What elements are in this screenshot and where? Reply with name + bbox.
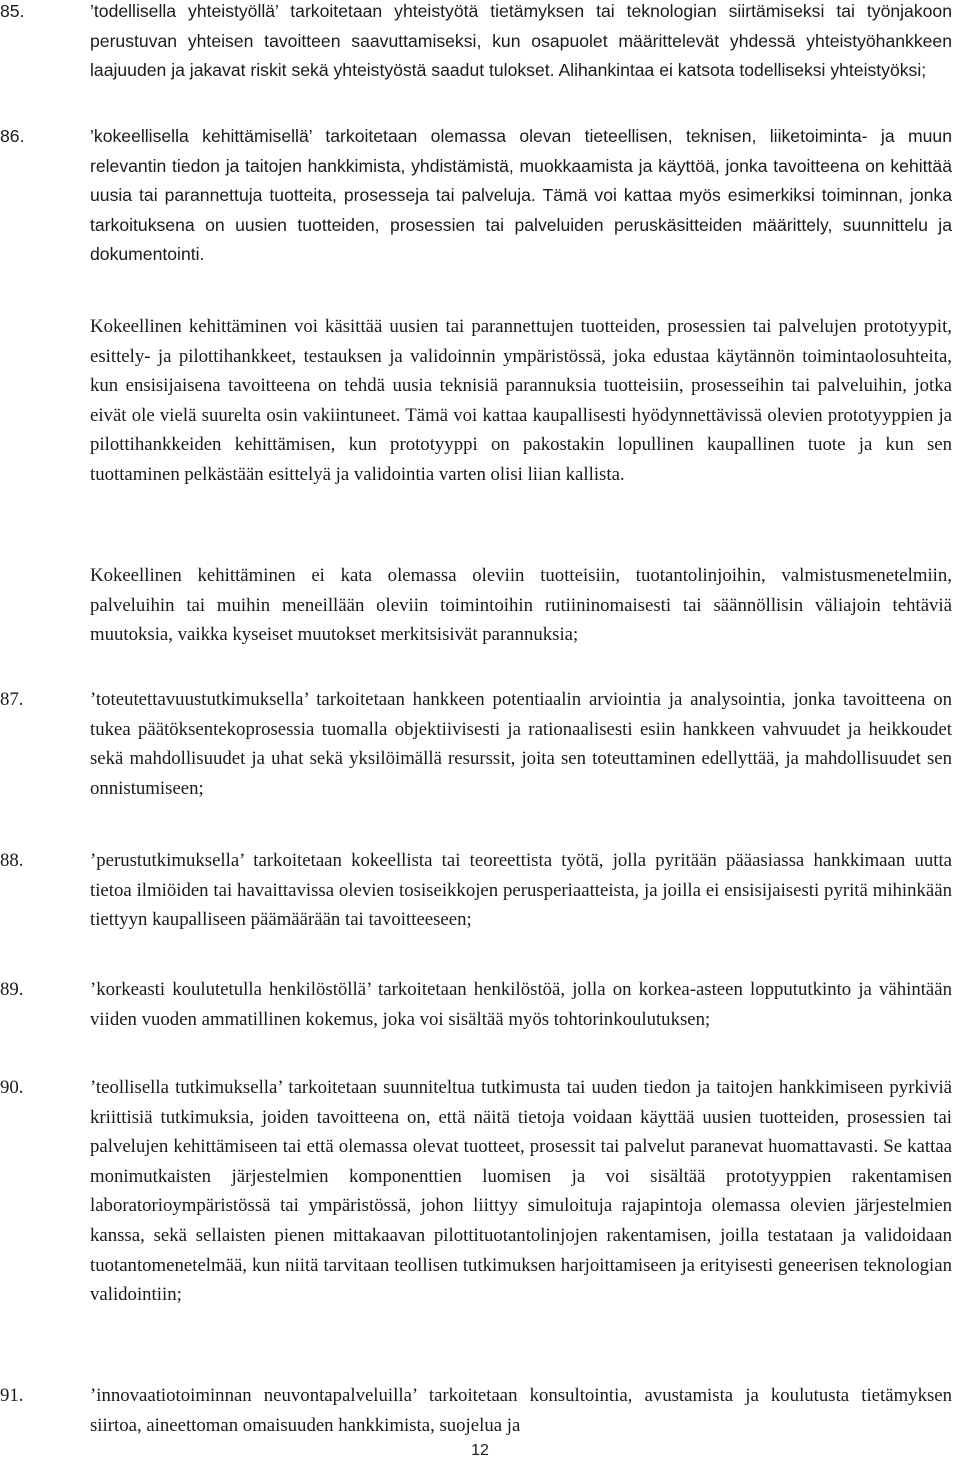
definition-item-87 xyxy=(0,685,952,803)
definition-text: ’innovaatiotoiminnan neuvontapalveluilla’ tarkoitetaan konsultointia, avustamista ja koulutusta tietämyksen siirtoa, aineettoman omaisuuden hankkimista, suojelua ja xyxy=(90,1385,952,1436)
definition-text: ’korkeasti koulutetulla henkilöstöllä’ tarkoitetaan henkilöstöä, jolla on korkea-asteen loppututkinto ja vähintään viiden vuoden ammatillinen kokemus, joka voi sisältää myös tohtorinkoulutuksen; xyxy=(90,979,952,1030)
definition-item-86-paragraph-2 xyxy=(90,312,952,490)
definition-item-91 xyxy=(0,1381,952,1440)
item-number: 87. xyxy=(0,689,24,710)
definition-text: ’toteutettavuustutkimuksella’ tarkoitetaan hankkeen potentiaalin arviointia ja analysointia, jonka tavoitteena on tukea päätöksentekoprosessia tuomalla objektiivisesti ja rationaalisesti esiin hankkeen vahvuudet ja heikkoudet sekä mahdollisuudet ja uhat sekä yksilöimällä resurssit, joita sen toteuttaminen edellyttää, ja mahdollisuudet sen onnistumiseen; xyxy=(90,689,952,799)
definition-text: ’teollisella tutkimuksella’ tarkoitetaan suunniteltua tutkimusta tai uuden tiedon ja taitojen hankkimiseen pyrkiviä kriittisiä tutkimuksia, joiden tavoitteena on, että näitä tietoja voidaan käyttää uusien tuotteiden, prosessien tai palvelujen kehittämiseen tai että olemassa olevat tuotteet, prosessit tai palvelut paranevat huomattavasti. Se kattaa monimutkaisten järjestelmien komponenttien luomisen ja voi sisältää prototyyppien rakentamisen laboratorioympäristössä tai ympäristössä, johon liittyy simuloituja rajapintoja olemassa olevien järjestelmien kanssa, sekä sellaisten pienen mittakaavan pilottituotantolinjojen rakentamisen, joilla testataan ja validoidaan tuotantomenetelmää, kun niitä tarvitaan teollisen tutkimuksen harjoittamiseen ja erityisesti geneerisen teknologian validointiin; xyxy=(90,1077,952,1306)
item-number: 89. xyxy=(0,979,24,1000)
definition-item-89 xyxy=(0,975,952,1034)
page-number: 12 xyxy=(471,1442,489,1459)
definition-item-85 xyxy=(0,0,952,86)
definition-item-90 xyxy=(0,1073,952,1310)
item-number: 90. xyxy=(0,1077,24,1098)
definition-text: Kokeellinen kehittäminen ei kata olemassa oleviin tuotteisiin, tuotantolinjoihin, valmistusmenetelmiin, palveluihin tai muihin meneillään oleviin toimintoihin rutiininomaisesti tai säännöllisin väliajoin tehtäviä muutoksia, vaikka kyseiset muutokset merkitsisivät parannuksia; xyxy=(90,565,952,646)
definition-text: Kokeellinen kehittäminen voi käsittää uusien tai parannettujen tuotteiden, prosessien tai palvelujen prototyypit, esittely- ja pilottihankkeet, testauksen ja validoinnin ympäristössä, joka edustaa käytännön toimintaolosuhteita, kun ensisijaisena tavoitteena on tehdä uusia teknisiä parannuksia tuotteisiin, prosesseihin tai palveluihin, jotka eivät ole vielä suurelta osin vakiintuneet. Tämä voi kattaa kaupallisesti hyödynnettävissä olevien prototyyppien ja pilottihankkeiden kehittämisen, kun prototyyppi on pakostakin lopullinen kaupallinen tuote ja kun sen tuottaminen pelkästään esittelyä ja validointia varten olisi liian kallista. xyxy=(90,316,952,485)
definition-item-88 xyxy=(0,846,952,935)
definition-item-86 xyxy=(0,122,952,270)
definition-item-86-paragraph-3 xyxy=(90,561,952,650)
item-number: 85. xyxy=(0,1,25,21)
definition-text: ’kokeellisella kehittämisellä’ tarkoitetaan olemassa olevan tieteellisen, teknisen, liiketoiminta- ja muun relevantin tiedon ja taitojen hankkimista, yhdistämistä, muokkaamista ja käyttöä, jonka tavoitteena on kehittää uusia tai parannettuja tuotteita, prosesseja tai palveluja. Tämä voi kattaa myös esimerkiksi toiminnan, jonka tarkoituksena on uusien tuotteiden, prosessien tai palveluiden peruskäsitteiden määrittely, suunnittelu ja dokumentointi. xyxy=(90,126,952,265)
item-number: 88. xyxy=(0,850,24,871)
item-number: 86. xyxy=(0,126,25,146)
definition-text: ’perustutkimuksella’ tarkoitetaan kokeellista tai teoreettista työtä, jolla pyritään pääasiassa hankkimaan uutta tietoa ilmiöiden tai havaittavissa olevien tosiseikkojen perusperiaatteista, ja joilla ei ensisijaisesti pyritä mihinkään tiettyyn kaupalliseen päämäärään tai tavoitteeseen; xyxy=(90,850,952,931)
item-number: 91. xyxy=(0,1385,24,1406)
definition-text: ’todellisella yhteistyöllä’ tarkoitetaan yhteistyötä tietämyksen tai teknologian siirtämiseksi tai työnjakoon perustuvan yhteisen tavoitteen saavuttamiseksi, kun osapuolet määrittelevät yhdessä yhteistyöhankkeen laajuuden ja jakavat riskit sekä yhteistyöstä saadut tulokset. Alihankintaa ei katsota todelliseksi yhteistyöksi; xyxy=(90,1,952,81)
